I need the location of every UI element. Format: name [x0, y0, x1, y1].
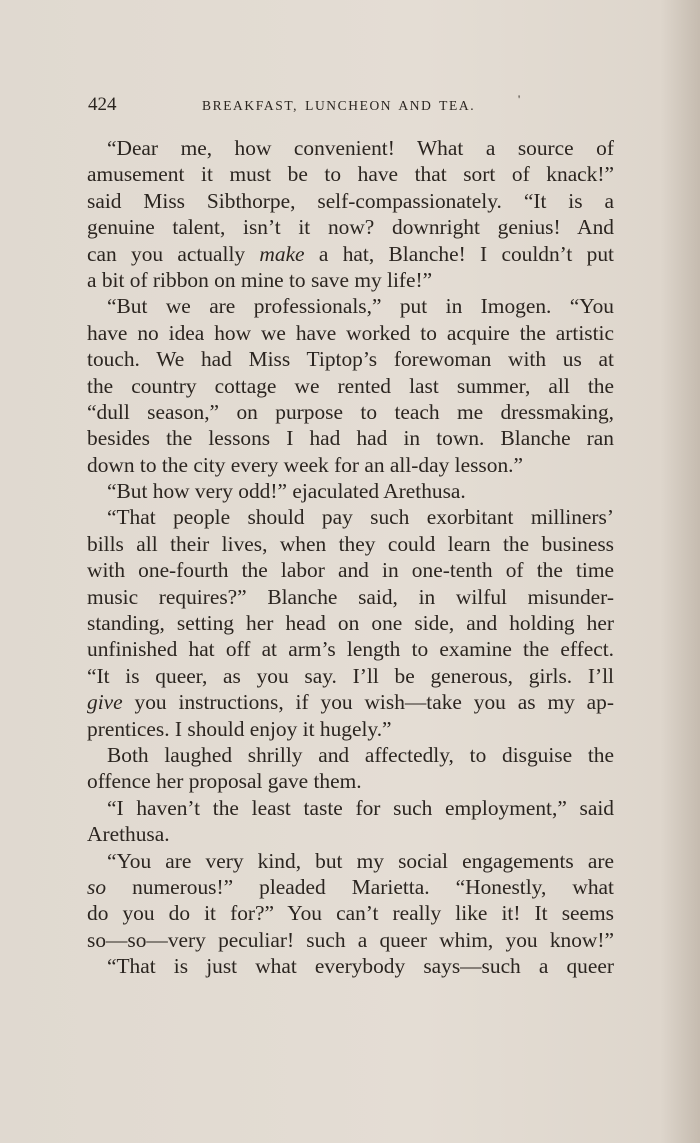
- text-line: Both laughed shrilly and affectedly, to disguise the: [107, 742, 614, 767]
- text-line: a bit of ribbon on mine to save my life!”: [87, 267, 433, 292]
- text-line: “You are very kind, but my social engagements are: [107, 848, 614, 873]
- text-line: said Miss Sibthorpe, self-compassionately. “It is a: [87, 188, 614, 213]
- text-line: genuine talent, isn’t it now? downright genius! And: [87, 215, 614, 240]
- running-head: BREAKFAST, LUNCHEON AND TEA.: [202, 98, 476, 113]
- page-edge-shadow: [660, 0, 700, 1143]
- text-line: give you instructions, if you wish—take you as my ap-: [87, 690, 614, 715]
- text-line: music requires?” Blanche said, in wilful misunder-: [87, 584, 614, 609]
- page-number: 424: [88, 94, 117, 115]
- text-line: amusement it must be to have that sort of knack!”: [87, 162, 614, 187]
- text-line: offence her proposal gave them.: [87, 769, 362, 794]
- text-line: bills all their lives, when they could learn the business: [87, 531, 614, 556]
- text-line: down to the city every week for an all-day lesson.”: [87, 452, 523, 477]
- text-line: standing, setting her head on one side, and holding her: [87, 611, 614, 636]
- header-mark: ': [518, 92, 521, 106]
- text-line: “I haven’t the least taste for such employment,” said: [107, 795, 614, 820]
- text-line: “But how very odd!” ejaculated Arethusa.: [107, 479, 466, 504]
- text-line: besides the lessons I had had in town. Blanche ran: [87, 426, 614, 451]
- text-line: with one-fourth the labor and in one-tenth of the time: [87, 558, 614, 583]
- text-line: unfinished hat off at arm’s length to examine the effect.: [87, 637, 614, 662]
- text-line: so—so—very peculiar! such a queer whim, you know!”: [87, 927, 614, 952]
- text-line: “That is just what everybody says—such a queer: [107, 954, 614, 979]
- text-line: do you do it for?” You can’t really like it! It seems: [87, 901, 614, 926]
- text-line: can you actually make a hat, Blanche! I couldn’t put: [87, 241, 614, 266]
- page-header: [88, 94, 628, 118]
- text-line: “But we are professionals,” put in Imogen. “You: [107, 294, 614, 319]
- text-line: prentices. I should enjoy it hugely.”: [87, 716, 392, 741]
- text-line: “That people should pay such exorbitant milliners’: [107, 505, 614, 530]
- text-line: “Dear me, how convenient! What a source of: [107, 136, 614, 160]
- text-line: have no idea how we have worked to acquire the artistic: [87, 320, 614, 345]
- text-line: the country cottage we rented last summer, all the: [87, 373, 614, 398]
- text-line: “dull season,” on purpose to teach me dressmaking,: [87, 399, 614, 424]
- text-line: so numerous!” pleaded Marietta. “Honestly, what: [87, 874, 614, 899]
- text-line: “It is queer, as you say. I’ll be generous, girls. I’ll: [87, 663, 614, 688]
- text-line: Arethusa.: [87, 822, 170, 847]
- body-text: [87, 135, 614, 980]
- text-line: touch. We had Miss Tiptop’s forewoman with us at: [87, 347, 614, 372]
